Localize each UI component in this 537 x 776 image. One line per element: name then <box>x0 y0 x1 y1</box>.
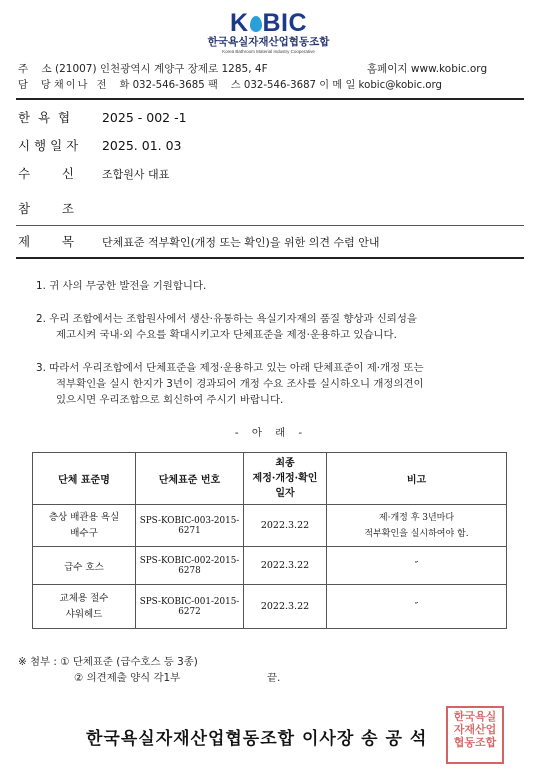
row-name: 급수 호스 <box>33 547 136 585</box>
header-code: 단체표준 번호 <box>136 453 244 505</box>
subject-value: 단체표준 적부확인(개정 또는 확인)을 위한 의견 수렴 안내 <box>101 236 380 249</box>
email-link[interactable]: kobic@kobic.org <box>358 80 443 91</box>
email-label: 이 메 일 <box>319 80 356 91</box>
phone-value: 032-546-3685 <box>132 80 205 91</box>
fax-value: 032-546-3687 <box>243 80 317 91</box>
address-row <box>18 61 268 77</box>
doc-number: 2025 - 002 -1 <box>101 110 187 125</box>
table-row <box>33 505 507 547</box>
recipient-row <box>18 164 169 182</box>
meta-divider-2 <box>16 257 524 259</box>
subject-row <box>18 232 379 250</box>
table-row <box>33 547 507 585</box>
subject-label: 제 목 <box>18 234 74 249</box>
row-note: 제·개정 후 3년마다 적부확인을 실시하여야 함. <box>327 505 507 547</box>
standards-table <box>32 452 507 629</box>
row-name: 교체용 절수 샤워헤드 <box>33 585 136 629</box>
paragraph-3-line-2: 적부확인을 실시 한지가 3년이 경과되어 개정 수요 조사를 실시하오니 개정의견이 <box>56 378 424 390</box>
contact-label: 담 당 <box>18 80 51 91</box>
table-row <box>33 585 507 629</box>
header-name: 단체 표준명 <box>33 453 136 505</box>
recipient-label: 수 신 <box>18 166 74 181</box>
address-value: (21007) 인천광역시 계양구 장제로 1285, 4F <box>54 63 268 75</box>
meta-divider-1 <box>16 225 524 226</box>
header-divider <box>16 98 524 100</box>
attachment-item-1: ① 단체표준 (급수호스 등 3종) <box>60 656 198 668</box>
homepage-link[interactable]: www.kobic.org <box>410 63 488 75</box>
homepage-row <box>367 61 487 77</box>
row-note: ″ <box>327 547 507 585</box>
homepage-label: 홈페이지 <box>367 63 408 75</box>
row-date: 2022.3.22 <box>244 585 327 629</box>
official-seal <box>446 706 504 764</box>
contact-person: 채이나 <box>53 80 90 91</box>
signature: 한국욕실자재산업협동조합 이사장 송 공 석 <box>86 729 428 749</box>
logo-mark: K BIC <box>229 9 308 37</box>
phone-label: 전 화 <box>96 80 130 91</box>
paragraph-2-line-1: 2. 우리 조합에서는 조합원사에서 생산·유통하는 욕실기자재의 품질 향상과 신뢰성을 <box>36 313 417 325</box>
below-heading: - 아 래 - <box>234 427 303 439</box>
row-code: SPS-KOBIC-001-2015-6272 <box>136 585 244 629</box>
paragraph-3-line-3: 있으시면 우리조합으로 회신하여 주시기 바랍니다. <box>56 394 284 406</box>
reference-row <box>18 199 98 217</box>
row-note: ″ <box>327 585 507 629</box>
doc-number-label: 한 욕 협 <box>18 110 71 125</box>
date-row <box>18 136 182 154</box>
address-label: 주 소 <box>18 63 52 75</box>
row-code: SPS-KOBIC-002-2015-6278 <box>136 547 244 585</box>
row-name: 층상 배관용 욕실 배수구 <box>33 505 136 547</box>
header-note: 비고 <box>327 453 507 505</box>
header-date: 최종 제정·개정·확인 일자 <box>244 453 327 505</box>
contact-row <box>18 78 442 94</box>
seal-text: 한국욕실자재산업협동조합 <box>453 710 497 749</box>
date-label: 시 행 일 자 <box>18 138 79 153</box>
row-code: SPS-KOBIC-003-2015-6271 <box>136 505 244 547</box>
attachment-item-2: ② 의견제출 양식 각1부 <box>74 672 181 684</box>
doc-number-row <box>18 108 187 126</box>
org-name-en: Korea Bathroom Material Industry Cooperative <box>222 49 315 54</box>
attachment-label: ※ 첨부 : <box>18 656 57 668</box>
paragraph-2-line-2: 제고시켜 국내·외 수요를 확대시키고자 단체표준을 제정·운용하고 있습니다. <box>56 329 397 341</box>
row-date: 2022.3.22 <box>244 547 327 585</box>
date-value: 2025. 01. 03 <box>101 138 182 153</box>
attachment-line-2 <box>74 670 180 686</box>
recipient-value: 조합원사 대표 <box>101 168 170 181</box>
end-mark: 끝. <box>267 672 281 684</box>
paragraph-3-line-1: 3. 따라서 우리조합에서 단체표준을 제정·운용하고 있는 아래 단체표준이 제·개정 또는 <box>36 362 424 374</box>
org-name-kr: 한국욕실자재산업협동조합 <box>207 36 330 48</box>
water-drop-icon <box>250 16 262 32</box>
paragraph-1: 1. 귀 사의 무궁한 발전을 기원합니다. <box>36 280 207 292</box>
fax-label: 팩 스 <box>207 80 241 91</box>
table-header-row <box>33 453 507 505</box>
row-date: 2022.3.22 <box>244 505 327 547</box>
reference-label: 참 조 <box>18 201 74 216</box>
org-logo <box>0 10 537 55</box>
attachment-line-1 <box>18 654 198 670</box>
